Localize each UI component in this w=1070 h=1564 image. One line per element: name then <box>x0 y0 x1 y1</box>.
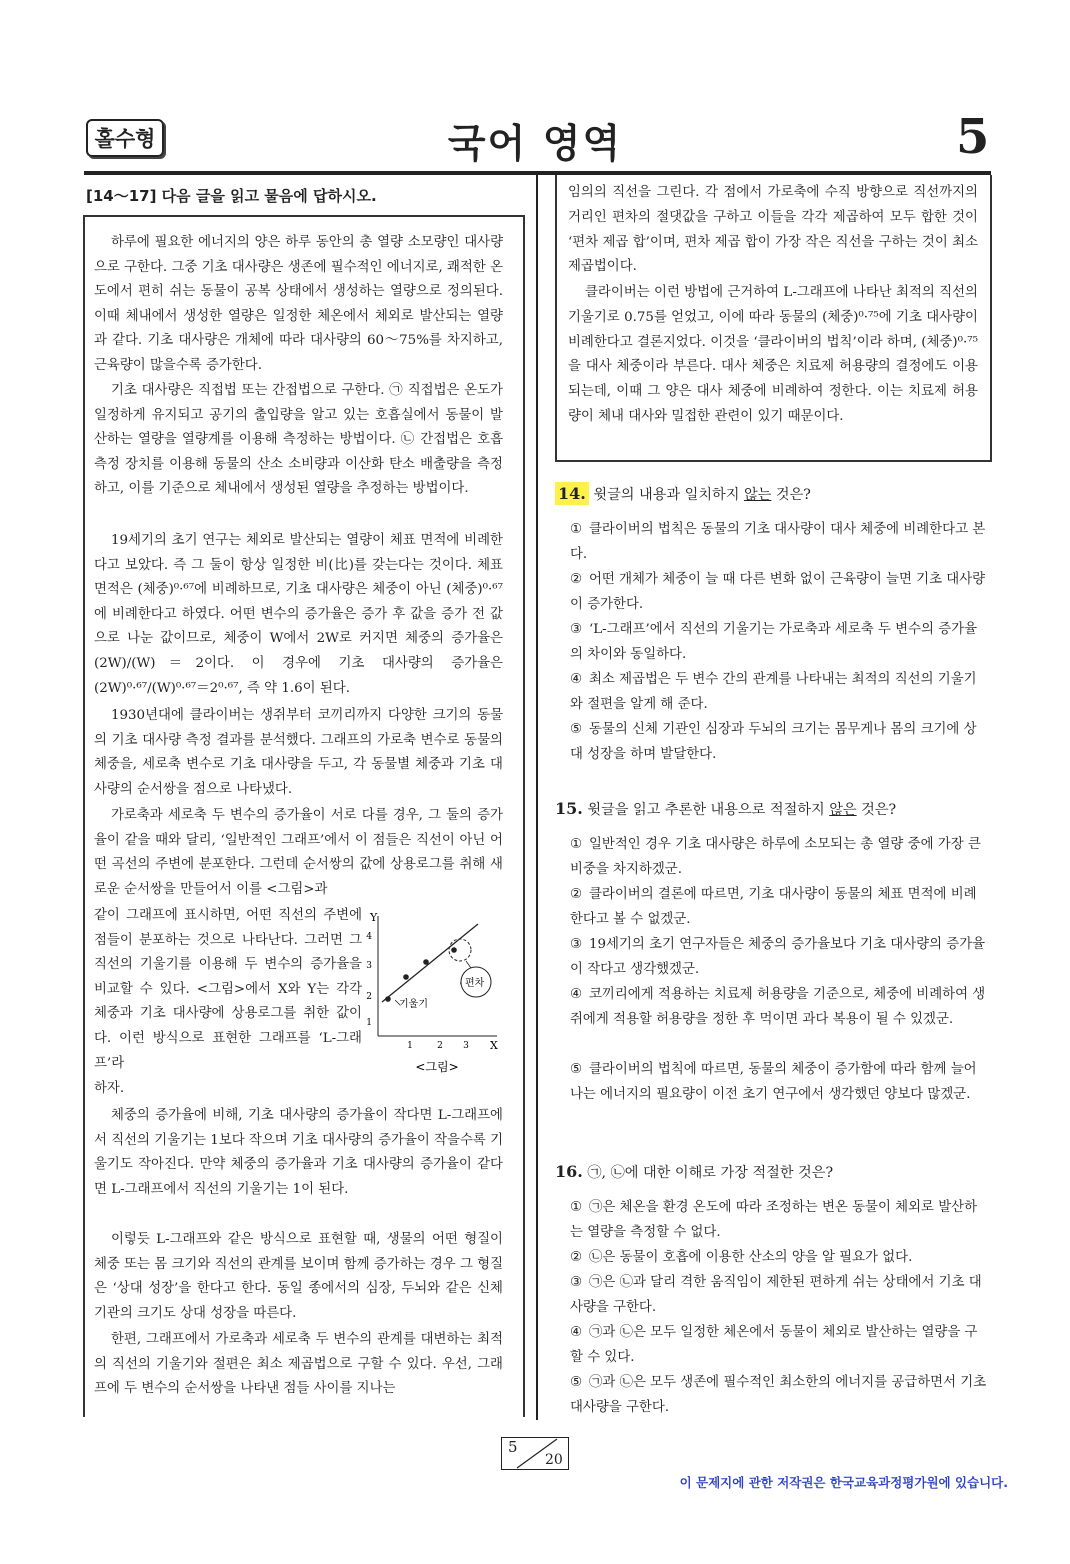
q14-option-5[interactable]: ⑤ 동물의 신체 기관인 심장과 두뇌의 크기는 몸무게나 몸의 크기에 상대 성장을 하며 발달한다. <box>570 722 977 762</box>
passage-paragraph-5a: 가로축과 세로축 두 변수의 증가율이 서로 다를 경우, 그 둘의 증가율이 같을 때와 달리, ‘일반적인 그래프’에서 이 점들은 직선이 아닌 어떤 곡선의 주변에 분포한다. 그런데 순서쌍의 값에 상용로그를 취해 새로운 순서쌍을 만들어서 이를 <그림>과 <box>94 808 503 897</box>
question-14-stem: 14. 윗글의 내용과 일치하지 않는 것은? <box>555 484 985 505</box>
q15-option-5[interactable]: ⑤ 클라이버의 법칙에 따르면, 동물의 체중이 증가함에 따라 함께 늘어나는 에너지의 필요량이 이전 초기 연구에서 생각했던 양보다 많겠군. <box>570 1062 977 1102</box>
y-axis-label: Y <box>370 911 378 924</box>
page-current: 5 <box>508 1438 518 1456</box>
data-point <box>403 974 409 980</box>
passage-paragraph-4: 1930년대에 클라이버는 생쥐부터 코끼리까지 다양한 크기의 동물의 기초 대사량 측정 결과를 분석했다. 그래프의 가로축 변수로 동물의 체중을, 세로축 변수로 기초 대사량을 두고, 각 동물별 체중과 기초 대사량의 순서쌍을 점으로 나타냈다. <box>94 708 503 797</box>
deviation-label: 편차 <box>465 978 485 989</box>
passage-paragraph-5b: 같이 그래프에 표시하면, 어떤 직선의 주변에 점들이 분포하는 것으로 나타난다. 그러면 그 직선의 기울기를 이용해 두 변수의 증가율을 비교할 수 있다. <그림>에서 X와 Y는 각각 체중과 기초 대사량에 상용로그를 취한 값이다. 이런 방식으로 표현한 그래프를 ‘L-그래프’라 <box>94 908 362 1071</box>
copyright-notice: 이 문제지에 관한 저작권은 한국교육과정평가원에 있습니다. <box>679 1475 1008 1490</box>
x-tick-label: 1 <box>407 1041 413 1051</box>
passage-paragraph-9: 임의의 직선을 그린다. 각 점에서 가로축에 수직 방향으로 직선까지의 거리인 편차의 절댓값을 구하고 이들을 각각 제곱하여 모두 합한 것이 ‘편차 제곱 합’이며, 편차 제곱 합이 가장 작은 직선을 구하는 것이 최소 제곱법이다. <box>568 185 978 275</box>
page-title: 국어 영역 <box>447 122 623 167</box>
q16-option-5[interactable]: ⑤ ㉠과 ㉡은 모두 생존에 필수적인 최소한의 에너지를 공급하면서 기초 대사량을 구한다. <box>570 1375 987 1415</box>
question-15-stem: 15. 윗글을 읽고 추론한 내용으로 적절하지 않은 것은? <box>555 799 897 818</box>
question-number: 16. <box>555 1162 583 1181</box>
y-tick-label: 2 <box>366 992 372 1002</box>
question-instruction: [14～17] 다음 글을 읽고 물음에 답하시오. <box>86 187 377 205</box>
q16-option-3[interactable]: ③ ㉠은 ㉡과 달리 격한 움직임이 제한된 편하게 쉬는 상태에서 기초 대사량을 구한다. <box>570 1275 982 1315</box>
slope-label: 기울기 <box>399 999 428 1010</box>
passage-paragraph-1: 하루에 필요한 에너지의 양은 하루 동안의 총 열량 소모량인 대사량으로 구한다. 그중 기초 대사량은 생존에 필수적인 에너지로, 쾌적한 온도에서 편히 쉬는 동물이 공복 상태에서 생성하는 열량으로 정의된다. 이때 체내에서 생성한 열량은 일정한 체온에서 체외로 발산되는 열량과 같다. 기초 대사량은 개체에 따라 대사량의 60～75%를 차지하고, 근육량이 많을수록 증가한다. <box>94 235 504 373</box>
passage-paragraph-5c: 하자. <box>94 1081 125 1096</box>
x-tick-label: 3 <box>463 1041 469 1051</box>
passage-paragraph-3: 19세기의 초기 연구는 체외로 발산되는 열량이 체표 면적에 비례한다고 보았다. 즉 그 둘이 항상 일정한 비(比)를 갖는다는 것이다. 체표 면적은 (체중)⁰·⁶⁷에 비례하므로, 기초 대사량은 체중이 아닌 (체중)⁰·⁶⁷에 비례한다고 하였다. 어떤 변수의 증가율은 증가 후 값을 증가 전 값으로 나눈 값이므로, 체중이 W에서 2W로 커지면 체중의 증가율은 (2W)/(W)＝2이다. 이 경우에 기초 대사량의 증가율은 (2W)⁰·⁶⁷/(W)⁰·⁶⁷＝2⁰·⁶⁷, 즉 약 1.6이 된다. <box>94 533 503 696</box>
passage-paragraph-10: 클라이버는 이런 방법에 근거하여 L-그래프에 나타난 최적의 직선의 기울기로 0.75를 얻었고, 이에 따라 동물의 (체중)⁰·⁷⁵에 기초 대사량이 비례한다고 결론지었다. 이것을 ‘클라이버의 법칙’이라 하며, (체중)⁰·⁷⁵을 대사 체중이라 부른다. 대사 체중은 치료제 허용량의 결정에도 이용되는데, 이때 그 양은 대사 체중에 비례하여 정한다. 이는 치료제 허용량이 체내 대사와 밀접한 관련이 있기 때문이다. <box>568 285 978 424</box>
q15-option-3[interactable]: ③ 19세기의 초기 연구자들은 체중의 증가율보다 기초 대사량의 증가율이 작다고 생각했겠군. <box>570 937 986 977</box>
q16-option-2[interactable]: ② ㉡은 동물이 호흡에 이용한 산소의 양을 알 필요가 없다. <box>570 1250 913 1265</box>
q16-option-1[interactable]: ① ㉠은 체온을 환경 온도에 따라 조정하는 변온 동물이 체외로 발산하는 열량을 측정할 수 없다. <box>570 1200 978 1240</box>
passage-paragraph-2: 기초 대사량은 직접법 또는 간접법으로 구한다. ㉠ 직접법은 온도가 일정하게 유지되고 공기의 출입량을 알고 있는 호흡실에서 동물이 발산하는 열량을 열량계를 이용해 측정하는 방법이다. ㉡ 간접법은 호흡 측정 장치를 이용해 동물의 산소 소비량과 이산화 탄소 배출량을 측정하고, 이를 기준으로 체내에서 생성된 열량을 추정하는 방법이다. <box>94 383 503 497</box>
data-point <box>423 959 429 965</box>
l-graph-figure <box>362 906 512 1084</box>
q16-option-4[interactable]: ④ ㉠과 ㉡은 모두 일정한 체온에서 동물이 체외로 발산하는 열량을 구할 수 있다. <box>570 1325 978 1365</box>
q14-option-4[interactable]: ④ 최소 제곱법은 두 변수 간의 관계를 나타내는 최적의 직선의 기울기와 절편을 알게 해 준다. <box>570 672 977 712</box>
exam-type-badge: 홀수형 <box>86 119 164 157</box>
question-number: 15. <box>555 799 583 818</box>
q15-option-1[interactable]: ① 일반적인 경우 기초 대사량은 하루에 소모되는 총 열량 중에 가장 큰 비중을 차지하겠군. <box>570 837 981 877</box>
data-point <box>451 947 457 953</box>
y-tick-label: 3 <box>366 961 372 971</box>
y-tick-label: 1 <box>366 1018 372 1028</box>
q14-option-2[interactable]: ② 어떤 개체가 체중이 늘 때 다른 변화 없이 근육량이 늘면 기초 대사량이 증가한다. <box>570 572 986 612</box>
q15-option-2[interactable]: ② 클라이버의 결론에 따르면, 기초 대사량이 동물의 체표 면적에 비례한다고 볼 수 없겠군. <box>570 887 977 927</box>
column-divider <box>536 175 538 1420</box>
data-point <box>385 996 391 1002</box>
q14-option-3[interactable]: ③ ‘L-그래프’에서 직선의 기울기는 가로축과 세로축 두 변수의 증가율의 차이와 동일하다. <box>570 622 978 662</box>
x-tick-label: 2 <box>437 1041 443 1051</box>
question-16-stem: 16. ㉠, ㉡에 대한 이해로 가장 적절한 것은? <box>555 1162 834 1181</box>
page-total: 20 <box>545 1452 563 1468</box>
figure-caption: <그림> <box>415 1060 459 1074</box>
q14-option-1[interactable]: ① 클라이버의 법칙은 동물의 기초 대사량이 대사 체중에 비례한다고 본다. <box>570 522 986 562</box>
y-tick-label: 4 <box>366 932 372 942</box>
zoom-connector <box>466 961 471 968</box>
passage-paragraph-7: 이렇듯 L-그래프와 같은 방식으로 표현할 때, 생물의 어떤 형질이 체중 또는 몸 크기와 직선의 관계를 보이며 함께 증가하는 경우 그 형질은 ‘상대 성장’을 한다고 한다. 동일 종에서의 심장, 두뇌와 같은 신체 기관의 크기도 상대 성장을 따른다. <box>94 1232 504 1321</box>
question-number: 14. <box>555 482 589 505</box>
page-number: 5 <box>956 109 990 165</box>
x-axis-label: X <box>490 1039 498 1052</box>
passage-paragraph-6: 체중의 증가율에 비해, 기초 대사량의 증가율이 작다면 L-그래프에서 직선의 기울기는 1보다 작으며 기초 대사량의 증가율이 작을수록 기울기도 작아진다. 만약 체중의 증가율과 기초 대사량의 증가율이 같다면 L-그래프에서 직선의 기울기는 1이 된다. <box>94 1108 504 1197</box>
q15-option-4[interactable]: ④ 코끼리에게 적용하는 치료제 허용량을 기준으로, 체중에 비례하여 생쥐에게 적용할 허용량을 정한 후 먹이면 과다 복용이 될 수 있겠군. <box>570 987 986 1027</box>
passage-paragraph-8: 한편, 그래프에서 가로축과 세로축 두 변수의 관계를 대변하는 최적의 직선의 기울기와 절편은 최소 제곱법으로 구할 수 있다. 우선, 그래프에 두 변수의 순서쌍을 나타낸 점들 사이를 지나는 <box>94 1332 503 1397</box>
